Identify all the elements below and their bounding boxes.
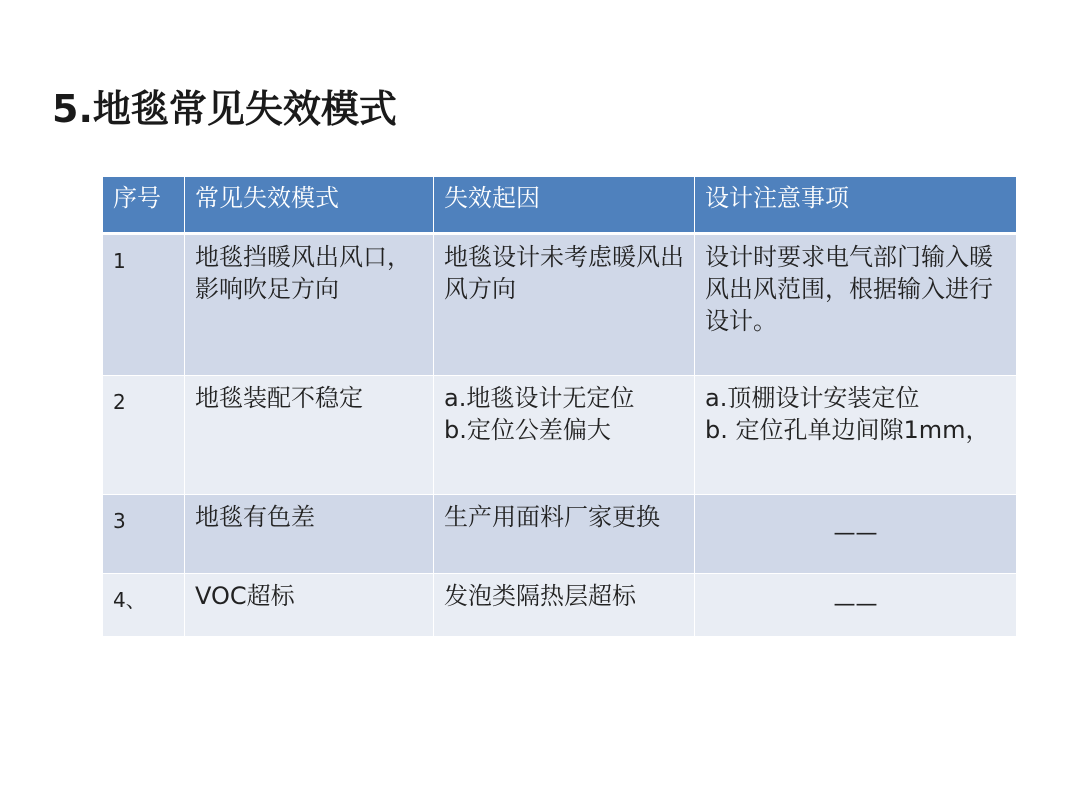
header-failure-mode: 常见失效模式 <box>185 177 434 234</box>
cell-cause: 生产用面料厂家更换 <box>434 495 695 574</box>
header-no: 序号 <box>103 177 185 234</box>
cell-design-note: a.顶棚设计安装定位 b. 定位孔单边间隙1mm， <box>695 376 1017 495</box>
cell-design-note: —— <box>695 495 1017 574</box>
table-row <box>103 376 1017 495</box>
table-row <box>103 234 1017 376</box>
cell-no: 4、 <box>103 574 185 637</box>
cell-no: 2 <box>103 376 185 495</box>
cell-failure-mode: 地毯挡暖风出风口，影响吹足方向 <box>185 234 434 376</box>
cell-cause: 发泡类隔热层超标 <box>434 574 695 637</box>
cell-no: 1 <box>103 234 185 376</box>
cell-failure-mode: 地毯装配不稳定 <box>185 376 434 495</box>
cell-failure-mode: 地毯有色差 <box>185 495 434 574</box>
header-cause: 失效起因 <box>434 177 695 234</box>
cell-design-note: —— <box>695 574 1017 637</box>
failure-mode-table <box>102 176 1017 637</box>
cell-failure-mode: VOC超标 <box>185 574 434 637</box>
cell-no: 3 <box>103 495 185 574</box>
cell-design-note: 设计时要求电气部门输入暖风出风范围，根据输入进行设计。 <box>695 234 1017 376</box>
cell-cause: a.地毯设计无定位 b.定位公差偏大 <box>434 376 695 495</box>
header-design-notes: 设计注意事项 <box>695 177 1017 234</box>
table-header-row <box>103 177 1017 234</box>
cell-cause: 地毯设计未考虑暖风出风方向 <box>434 234 695 376</box>
table-row <box>103 574 1017 637</box>
table-row <box>103 495 1017 574</box>
page-title: 5.地毯常见失效模式 <box>52 87 397 131</box>
